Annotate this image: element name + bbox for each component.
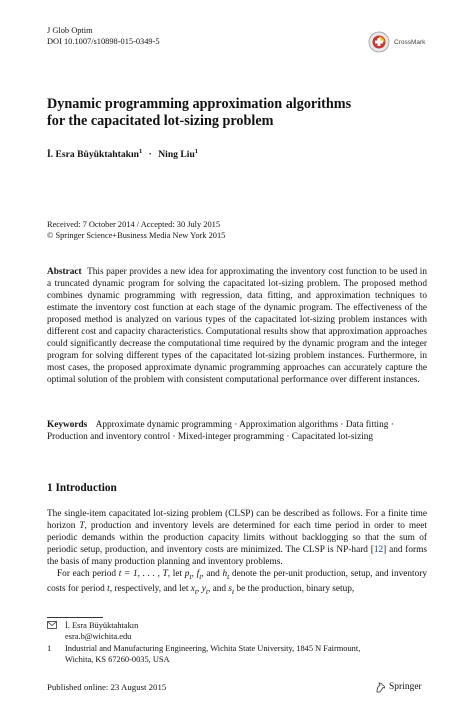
author-2-affiliation-mark: 1 [194, 148, 199, 155]
introduction-body [47, 508, 427, 598]
author-list [47, 148, 198, 160]
intro-text: , let [167, 569, 185, 580]
author-2[interactable]: Ning Liu [158, 149, 195, 161]
math-sub: t [232, 587, 235, 596]
math-sub: t [227, 572, 230, 582]
springer-horse-icon [375, 681, 386, 693]
abstract-label: Abstract [47, 267, 82, 277]
intro-paragraph-2: For each period t = 1, . . . , T, let $p_t$, $f_t$, and $h_t$ denote the per-unit production, setup, and inventory costs for period t, respectively, and let $x_t$, $y_t$, and $s_t$ be the production, binary setup, [47, 569, 427, 596]
intro-paragraph-1 [47, 508, 427, 568]
intro-text: ] and forms the basis of many production planning and inventory problems. [47, 545, 427, 568]
paper-title [47, 96, 427, 130]
math-sub: t [194, 587, 198, 596]
citation-link[interactable]: 12 [373, 545, 384, 556]
keywords-text: Approximate dynamic programming · Approximation algorithms · Data fitting · Production and inventory control · Mixed-integer programming · Capacitated lot-sizing [47, 420, 394, 443]
math-s: s [228, 584, 233, 595]
intro-text: For each period [57, 569, 119, 580]
crossmark-icon [368, 31, 390, 53]
title-line-1: Dynamic programming approximation algorithms [47, 96, 352, 112]
article-history [47, 220, 225, 241]
math-sub: t [205, 587, 208, 596]
affiliation-mark: 1 [47, 644, 52, 653]
corresponding-author-email[interactable]: esra.b@wichita.edu [65, 631, 132, 641]
corresponding-author-name: İ. Esra Büyüktahtakın [65, 621, 139, 630]
math-sub: t [189, 572, 192, 582]
math-x: x [190, 584, 195, 595]
math-y: y [201, 584, 206, 595]
journal-doi: DOI 10.1007/s10898-015-0349-5 [47, 36, 160, 46]
intro-text: The single-item capacitated lot-sizing problem (CLSP) can be described as follows. For a finite time horizon [47, 509, 427, 532]
math-range: t = 1, . . . , T [118, 569, 168, 580]
math-p: p [184, 569, 190, 580]
copyright: © Springer Science+Business Media New York 2015 [47, 230, 226, 240]
footnote-divider [47, 617, 103, 618]
author-separator: · [148, 149, 152, 161]
math-T: T [79, 521, 85, 532]
math-sub: t [199, 572, 202, 582]
intro-text: be the production, binary setup, [234, 584, 355, 595]
publisher-name: Springer [389, 682, 422, 692]
journal-header [47, 26, 160, 47]
intro-text: denote the per-unit production, setup, and inventory costs for period [47, 569, 427, 595]
published-date: Published online: 23 August 2015 [47, 682, 167, 692]
section-heading: 1 Introduction [47, 482, 117, 494]
affiliation-footnote [47, 644, 427, 665]
author-1[interactable]: İ. Esra Büyüktahtakın [47, 149, 139, 161]
title-line-2: for the capacitated lot-sizing problem [47, 113, 274, 129]
crossmark-badge[interactable] [368, 31, 425, 53]
intro-text: , and [208, 584, 229, 595]
crossmark-label: CrossMark [394, 38, 426, 46]
corresponding-author-footnote [47, 621, 427, 642]
math-h: h [222, 569, 228, 580]
received-accepted: Received: 7 October 2014 / Accepted: 30 July 2015 [47, 220, 221, 229]
keywords [47, 419, 427, 443]
intro-text: , production and inventory levels are determined for each time period in order to meet periodic demands within the production capacity limits without backlogging so that the sum of periodic setup, production, and inventory costs are minimized. The CLSP is NP-hard [ [47, 521, 427, 556]
intro-text: , and [201, 569, 223, 580]
intro-text: , respectively, and let [109, 584, 191, 595]
keywords-label: Keywords [47, 420, 88, 430]
abstract-text: This paper provides a new idea for approximating the inventory cost function to be used in a truncated dynamic program for solving the capacitated lot-sizing problem. The proposed method combines dynamic programming with regression, data fitting, and approximation techniques to estimate the inventory cost function at each stage of the dynamic program. The effectiveness of the proposed method is analyzed on various types of the capacitated lot-sizing problem instances with different cost and capacity characteristics. Computational results show that approximation approaches could significantly decrease the computational time required by the dynamic program and the integer program for solving different types of the capacitated lot-sizing problem instances. Furthermore, in most cases, the proposed approximate dynamic programming approaches can accurately capture the optimal solution of the problem with consistent computational performance over different instances. [47, 267, 427, 386]
affiliation-line-2: Wichita, KS 67260-0035, USA [65, 654, 170, 664]
affiliation-line-1: Industrial and Manufacturing Engineering, Wichita State University, 1845 N Fairmount, [65, 644, 361, 653]
publisher-logo [375, 681, 422, 693]
envelope-icon [47, 621, 65, 642]
abstract [47, 266, 427, 386]
math-f: f [196, 569, 200, 580]
journal-name: J Glob Optim [47, 26, 93, 35]
author-1-affiliation-mark: 1 [138, 148, 143, 155]
math-t: t [107, 584, 110, 595]
